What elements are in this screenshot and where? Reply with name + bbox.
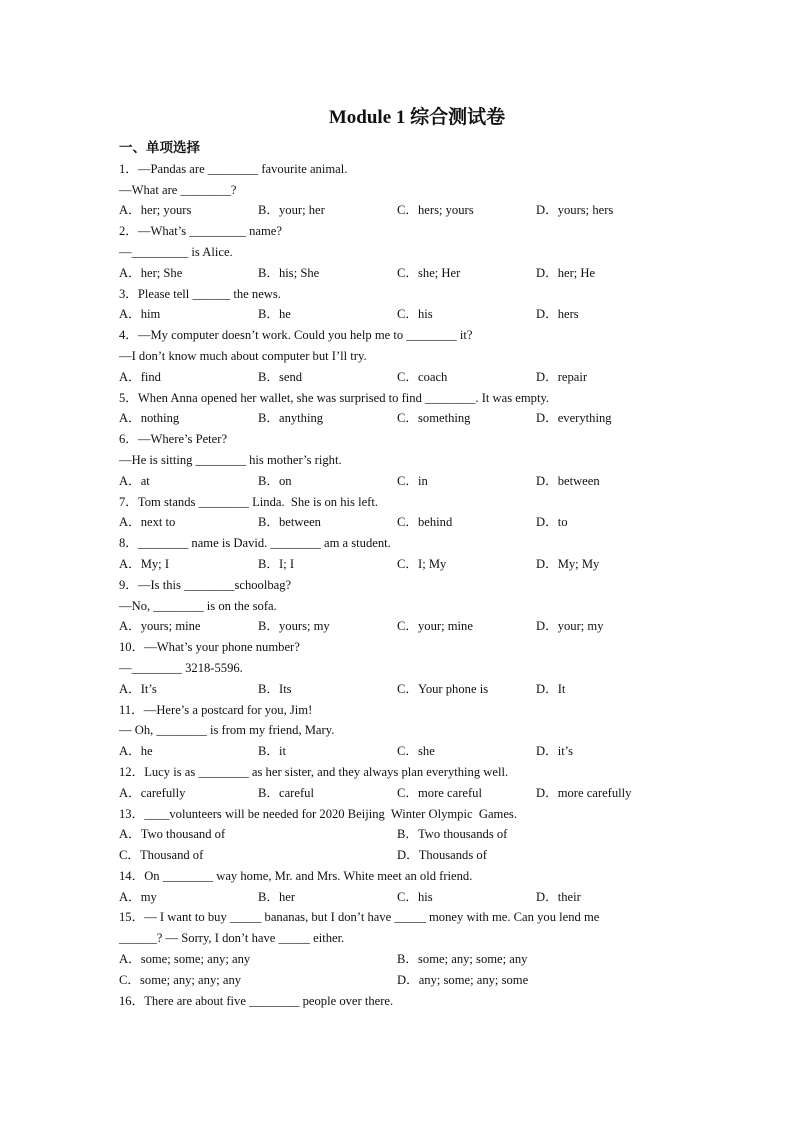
options-row [119,679,679,700]
options-row [119,512,679,533]
answer-option: D．My; My [536,556,600,571]
question-13 [119,804,679,866]
question-stem-line: 6．—Where’s Peter? [119,432,228,447]
answer-option: D．Thousands of [397,848,487,863]
question-stem-line: 8．________ name is David. ________ am a student. [119,536,391,551]
question-stem-line: 13．____volunteers will be needed for 2020 Beijing Winter Olympic Games. [119,806,517,821]
question-stem-line: 7．Tom stands ________ Linda. She is on his left. [119,494,379,509]
answer-option: A．at [119,473,150,488]
options-row [119,970,679,991]
section-heading: 一、单项选择 [119,140,200,156]
answer-option: C．coach [397,369,448,384]
answer-option: B．her [258,889,296,904]
answer-option: B．on [258,473,292,488]
options-row [119,783,679,804]
question-8 [119,533,679,575]
options-row [119,741,679,762]
answer-option: A．My; I [119,556,170,571]
options-row [119,949,679,970]
options-row [119,200,679,221]
answer-option: C．behind [397,515,453,530]
answer-option: C．Your phone is [397,681,489,696]
question-stem-line: 4．—My computer doesn’t work. Could you help me to ________ it? [119,328,473,343]
answer-option: A．carefully [119,785,186,800]
answer-option: A．yours; mine [119,619,201,634]
answer-option: A．nothing [119,411,180,426]
options-row [119,554,679,575]
answer-option: C．his [397,889,433,904]
answer-option: A．some; some; any; any [119,952,251,967]
answer-option: C．she [397,744,435,759]
answer-option: A．find [119,369,161,384]
answer-option: D．It [536,681,566,696]
options-row [119,408,679,429]
question-stem-line: —I don’t know much about computer but I’ll try. [119,348,367,363]
question-stem-line: 10．—What’s your phone number? [119,640,300,655]
answer-option: B．Its [258,681,292,696]
answer-option: C．she; Her [397,265,461,280]
question-stem-line: 12．Lucy is as ________ as her sister, and they always plan everything well. [119,764,509,779]
answer-option: A．my [119,889,157,904]
answer-option: D．more carefully [536,785,632,800]
question-stem-line: 11．—Here’s a postcard for you, Jim! [119,702,313,717]
answer-option: C．your; mine [397,619,473,634]
question-stem-line: —________ 3218-5596. [119,660,243,675]
question-16 [119,991,679,1012]
options-row [119,616,679,637]
question-stem-line: 3．Please tell ______ the news. [119,286,281,301]
answer-option: B．he [258,307,291,322]
question-stem-line: —What are ________? [119,182,237,197]
question-stem-line: ______? — Sorry, I don’t have _____ either. [119,931,345,946]
answer-option: B．I; I [258,556,295,571]
question-10 [119,637,679,699]
answer-option: A．he [119,744,153,759]
answer-option: D．repair [536,369,588,384]
question-12 [119,762,679,804]
options-row [119,887,679,908]
options-row [119,824,679,845]
answer-option: B．yours; my [258,619,330,634]
question-14 [119,866,679,908]
answer-option: C．I; My [397,556,447,571]
answer-option: C．hers; yours [397,203,474,218]
question-stem-line: —_________ is Alice. [119,244,233,259]
answer-option: B．Two thousands of [397,827,508,842]
document-page [119,104,679,1011]
question-list [119,159,679,1012]
answer-option: C．Thousand of [119,848,204,863]
answer-option: A．her; yours [119,203,192,218]
options-row [119,263,679,284]
question-4 [119,325,679,387]
answer-option: C．in [397,473,428,488]
answer-option: B．some; any; some; any [397,952,528,967]
answer-option: D．to [536,515,568,530]
answer-option: C．something [397,411,471,426]
answer-option: D．yours; hers [536,203,614,218]
answer-option: B．anything [258,411,324,426]
question-stem-line: —No, ________ is on the sofa. [119,598,277,613]
question-15 [119,907,679,990]
answer-option: A．Two thousand of [119,827,226,842]
question-3 [119,284,679,326]
question-stem-line: 9．—Is this ________schoolbag? [119,577,292,592]
question-stem-line: 2．—What’s _________ name? [119,224,282,239]
options-row [119,471,679,492]
answer-option: D．your; my [536,619,604,634]
question-stem-line: — Oh, ________ is from my friend, Mary. [119,723,335,738]
answer-option: D．everything [536,411,612,426]
options-row [119,367,679,388]
question-7 [119,492,679,534]
answer-option: B．send [258,369,303,384]
options-row [119,845,679,866]
answer-option: D．their [536,889,581,904]
question-stem-line: 1．—Pandas are ________ favourite animal. [119,161,348,176]
options-row [119,304,679,325]
answer-option: A．her; She [119,265,183,280]
question-2 [119,221,679,283]
answer-option: B．it [258,744,286,759]
question-stem-line: 16．There are about five ________ people over there. [119,993,394,1008]
question-11 [119,700,679,762]
answer-option: B．your; her [258,203,325,218]
answer-option: D．hers [536,307,579,322]
answer-option: B．his; She [258,265,320,280]
answer-option: A．him [119,307,161,322]
question-stem-line: 5．When Anna opened her wallet, she was surprised to find ________. It was empty. [119,390,550,405]
answer-option: C．his [397,307,433,322]
question-5 [119,388,679,430]
question-9 [119,575,679,637]
answer-option: D．between [536,473,600,488]
answer-option: A．next to [119,515,176,530]
answer-option: D．any; some; any; some [397,972,529,987]
page-title: Module 1 综合测试卷 [328,107,506,128]
answer-option: B．careful [258,785,314,800]
answer-option: B．between [258,515,321,530]
answer-option: D．her; He [536,265,596,280]
answer-option: C．more careful [397,785,482,800]
answer-option: C．some; any; any; any [119,972,242,987]
question-stem-line: 14．On ________ way home, Mr. and Mrs. White meet an old friend. [119,868,473,883]
question-6 [119,429,679,491]
question-stem-line: 15．— I want to buy _____ bananas, but I don’t have _____ money with me. Can you lend me [119,910,600,925]
answer-option: A．It’s [119,681,157,696]
question-1 [119,159,679,221]
question-stem-line: —He is sitting ________ his mother’s right. [119,452,342,467]
answer-option: D．it’s [536,744,574,759]
